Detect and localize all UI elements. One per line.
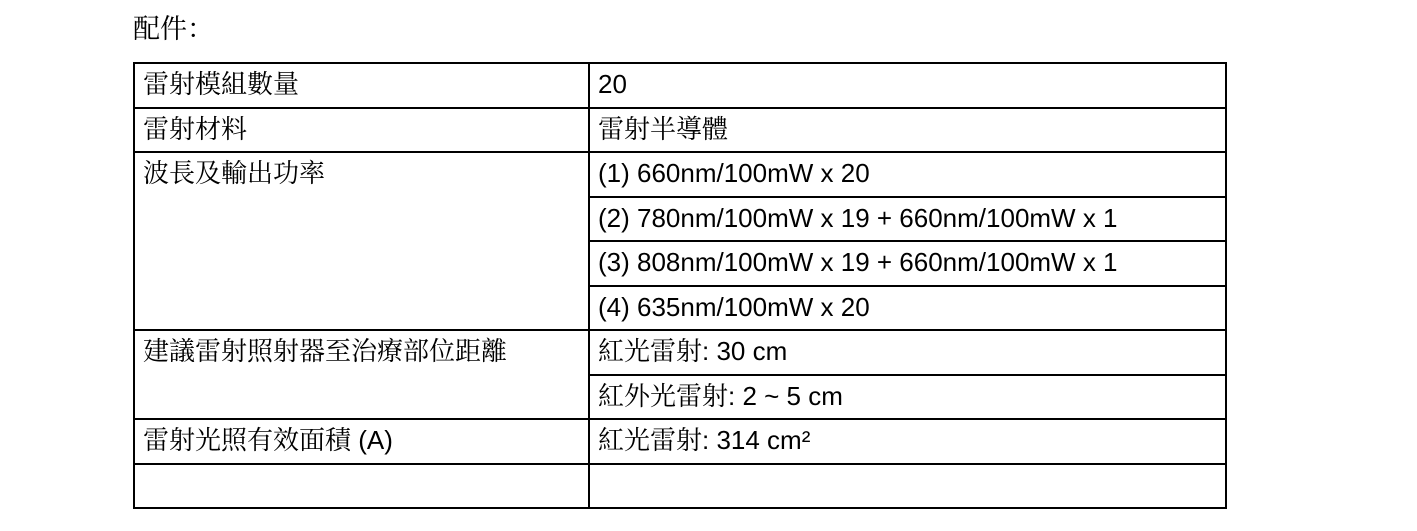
row-value-cell	[589, 330, 1226, 375]
row-label-cell	[134, 464, 589, 509]
row-value-cell	[589, 152, 1226, 197]
row-label: 雷射模組數量	[143, 69, 300, 99]
row-value-cell	[589, 286, 1226, 331]
row-value: (4) 635nm/100mW x 20	[598, 291, 870, 322]
row-label: 雷射材料	[143, 113, 248, 144]
row-value: 紅外光雷射: 2 ~ 5 cm	[598, 380, 843, 411]
row-label-cell	[134, 330, 589, 419]
row-value: 雷射半導體	[598, 113, 729, 144]
table-row	[134, 108, 1226, 153]
table-row	[134, 419, 1226, 464]
row-value-cell	[589, 63, 1226, 108]
table-row	[134, 330, 1226, 375]
row-label: 波長及輸出功率	[143, 158, 326, 188]
row-label-cell	[134, 108, 589, 153]
row-value-cell	[589, 197, 1226, 242]
row-value-cell	[589, 241, 1226, 286]
row-value: 20	[598, 69, 627, 99]
row-value-cell	[589, 375, 1226, 420]
row-value: (1) 660nm/100mW x 20	[598, 158, 870, 188]
row-label: 雷射光照有效面積 (A)	[143, 425, 393, 455]
table-row	[134, 63, 1226, 108]
table-row	[134, 464, 1226, 509]
row-value-cell	[589, 464, 1226, 509]
row-value: (3) 808nm/100mW x 19 + 660nm/100mW x 1	[598, 247, 1118, 277]
row-label-cell	[134, 419, 589, 464]
row-value-cell	[589, 419, 1226, 464]
specifications-table	[133, 62, 1227, 509]
row-value: 紅光雷射: 314 cm²	[598, 425, 811, 455]
row-label-cell	[134, 152, 589, 330]
table-row	[134, 152, 1226, 197]
row-label: 建議雷射照射器至治療部位距離	[143, 336, 508, 366]
section-label: 配件：	[133, 14, 214, 44]
row-value-cell	[589, 108, 1226, 153]
row-label-cell	[134, 63, 589, 108]
row-value: 紅光雷射: 30 cm	[598, 336, 788, 366]
row-value: (2) 780nm/100mW x 19 + 660nm/100mW x 1	[598, 202, 1118, 233]
